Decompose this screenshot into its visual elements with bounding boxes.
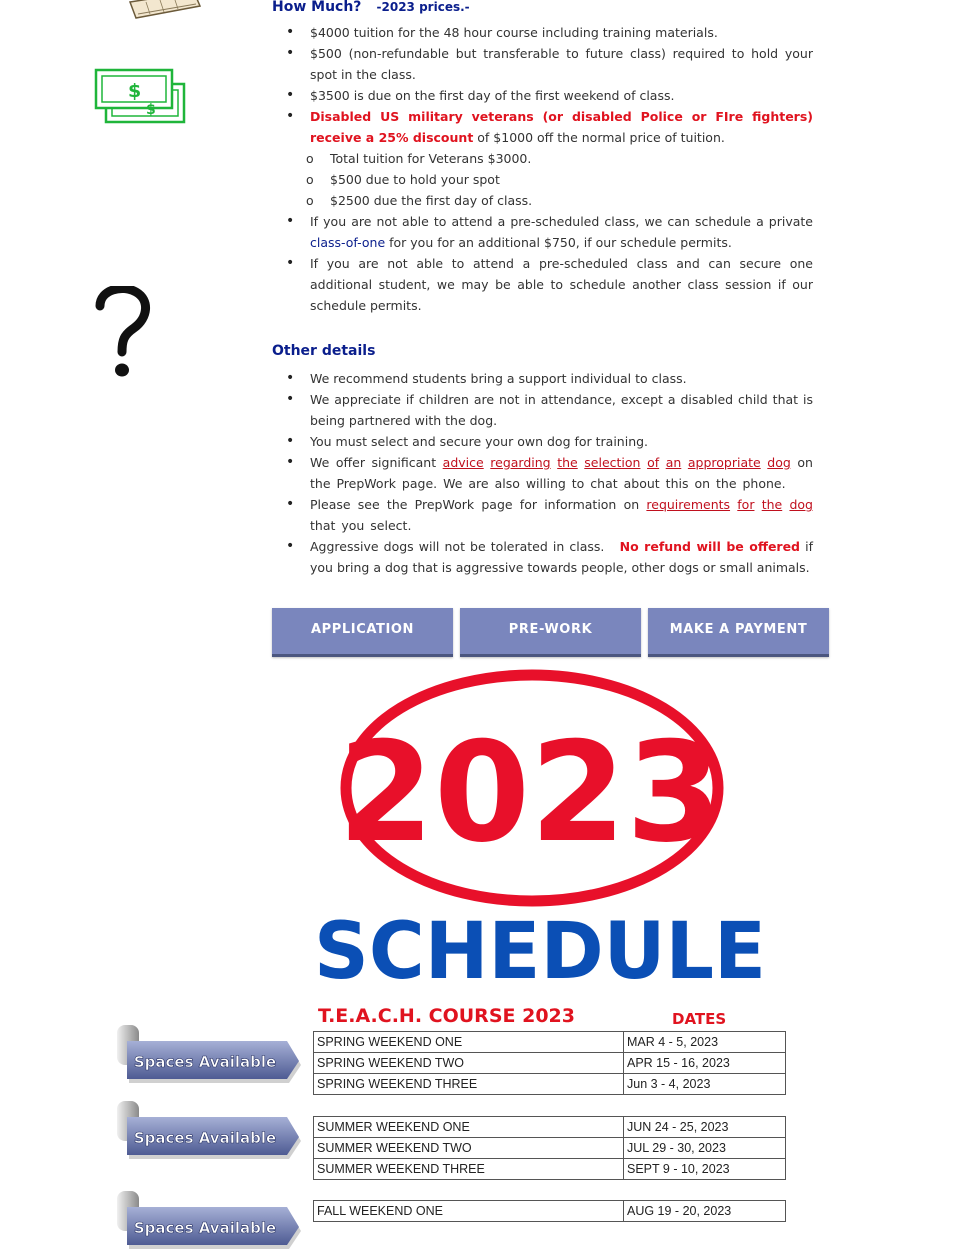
money-icon xyxy=(94,68,188,126)
requirements-text: Please see the PrepWork page for information on xyxy=(310,497,647,512)
price-item: • $500 (non-refundable but transferable to future class) required to hold your spot in the class. xyxy=(272,43,813,85)
advice-link[interactable]: appropriate xyxy=(687,455,761,470)
banner-word: SCHEDULE xyxy=(314,907,766,988)
veteran-discount-rest: of $1000 off the normal price of tuition. xyxy=(473,130,725,145)
weekend-name: SPRING WEEKEND ONE xyxy=(314,1032,624,1053)
requirements-link[interactable]: the xyxy=(761,497,783,512)
advice-text: We offer significant xyxy=(310,455,443,470)
table-row xyxy=(314,1138,786,1159)
table-row xyxy=(314,1053,786,1074)
spaces-available-badge xyxy=(117,1101,301,1159)
detail-item: • We recommend students bring a support individual to class. xyxy=(272,368,813,389)
spaces-available-badge xyxy=(117,1191,301,1249)
aggressive-text: Aggressive dogs will not be tolerated in class. xyxy=(310,539,620,554)
advice-text-end: on the PrepWork page. We are also willing to chat about this on the phone. xyxy=(310,455,813,491)
weekend-dates: APR 15 - 16, 2023 xyxy=(624,1053,786,1074)
svg-text:$: $ xyxy=(128,80,142,102)
advice-link[interactable]: dog xyxy=(767,455,791,470)
veteran-discount-item xyxy=(272,106,813,148)
table-row xyxy=(314,1117,786,1138)
veteran-sub-item: o $500 due to hold your spot xyxy=(272,169,813,190)
detail-item: • You must select and secure your own dog for training. xyxy=(272,431,813,452)
advice-item xyxy=(272,452,813,494)
aggressive-dogs-item xyxy=(272,536,813,578)
weekend-name: SUMMER WEEKEND TWO xyxy=(314,1138,624,1159)
advice-link[interactable]: an xyxy=(665,455,682,470)
advice-link[interactable]: of xyxy=(647,455,660,470)
advice-link[interactable]: advice xyxy=(442,455,484,470)
weekend-dates: JUN 24 - 25, 2023 xyxy=(624,1117,786,1138)
advice-link[interactable]: regarding xyxy=(490,455,551,470)
price-item: • $3500 is due on the first day of the first weekend of class. xyxy=(272,85,813,106)
weekend-name: FALL WEEKEND ONE xyxy=(314,1201,624,1222)
calendar-icon xyxy=(126,0,206,22)
table-row xyxy=(314,1201,786,1222)
question-mark-icon xyxy=(92,286,154,380)
how-much-heading xyxy=(272,0,672,15)
fall-schedule-table xyxy=(313,1200,786,1222)
advice-link[interactable]: selection xyxy=(584,455,641,470)
advice-link[interactable]: the xyxy=(557,455,578,470)
how-much-list xyxy=(272,22,813,316)
class-of-one-link[interactable]: class-of-one xyxy=(310,235,386,250)
private-class-text: If you are not able to attend a pre-scheduled class, we can schedule a private xyxy=(310,214,813,229)
prework-button[interactable]: PRE-WORK xyxy=(460,608,641,657)
aggressive-text-end: if you bring a dog that is aggressive towards people, other dogs or small animals. xyxy=(310,539,813,575)
weekend-dates: SEPT 9 - 10, 2023 xyxy=(624,1159,786,1180)
other-details-heading: Other details xyxy=(272,343,376,359)
table-row xyxy=(314,1032,786,1053)
requirements-link[interactable]: dog xyxy=(789,497,813,512)
weekend-dates: MAR 4 - 5, 2023 xyxy=(624,1032,786,1053)
requirements-link[interactable]: requirements xyxy=(646,497,731,512)
price-item: • $4000 tuition for the 48 hour course including training materials. xyxy=(272,22,813,43)
weekend-name: SPRING WEEKEND THREE xyxy=(314,1074,624,1095)
application-button[interactable]: APPLICATION xyxy=(272,608,453,657)
badge-text: Spaces Available xyxy=(133,1053,277,1071)
weekend-name: SUMMER WEEKEND ONE xyxy=(314,1117,624,1138)
additional-student-item: • If you are not able to attend a pre-scheduled class and can secure one additional student, we may be able to schedule another class session if our schedule permits. xyxy=(272,253,813,316)
badge-text: Spaces Available xyxy=(133,1219,277,1237)
veteran-sub-item: o Total tuition for Veterans $3000. xyxy=(272,148,813,169)
weekend-dates: Jun 3 - 4, 2023 xyxy=(624,1074,786,1095)
table-row xyxy=(314,1074,786,1095)
svg-text:$: $ xyxy=(146,102,156,118)
other-details-list xyxy=(272,368,813,578)
weekend-name: SUMMER WEEKEND THREE xyxy=(314,1159,624,1180)
dates-header: DATES xyxy=(672,1010,727,1028)
requirements-text-end: that you select. xyxy=(310,518,412,533)
weekend-dates: AUG 19 - 20, 2023 xyxy=(624,1201,786,1222)
weekend-name: SPRING WEEKEND TWO xyxy=(314,1053,624,1074)
no-refund-bold: No refund will be offered xyxy=(619,539,801,554)
schedule-title: T.E.A.C.H. COURSE 2023 xyxy=(318,1005,575,1027)
private-class-text-end: for you for an additional $750, if our schedule permits. xyxy=(385,235,732,250)
schedule-banner xyxy=(300,668,780,988)
summer-schedule-table xyxy=(313,1116,786,1180)
requirements-item xyxy=(272,494,813,536)
banner-graphic xyxy=(300,668,780,988)
spring-schedule-table xyxy=(313,1031,786,1095)
private-class-item xyxy=(272,211,813,253)
veteran-discount-bold: Disabled US military veterans (or disabled Police or FIre fighters) receive a 25% discount xyxy=(310,109,813,145)
badge-text: Spaces Available xyxy=(133,1129,277,1147)
make-payment-button[interactable]: MAKE A PAYMENT xyxy=(648,608,829,657)
veteran-sub-item: o $2500 due the first day of class. xyxy=(272,190,813,211)
spaces-available-badge xyxy=(117,1025,301,1083)
how-much-title: How Much? xyxy=(272,0,362,15)
prices-note: -2023 prices.- xyxy=(376,0,470,14)
detail-item: • We appreciate if children are not in attendance, except a disabled child that is being partnered with the dog. xyxy=(272,389,813,431)
banner-year: 2023 xyxy=(337,712,723,873)
table-row xyxy=(314,1159,786,1180)
requirements-link[interactable]: for xyxy=(737,497,755,512)
weekend-dates: JUL 29 - 30, 2023 xyxy=(624,1138,786,1159)
